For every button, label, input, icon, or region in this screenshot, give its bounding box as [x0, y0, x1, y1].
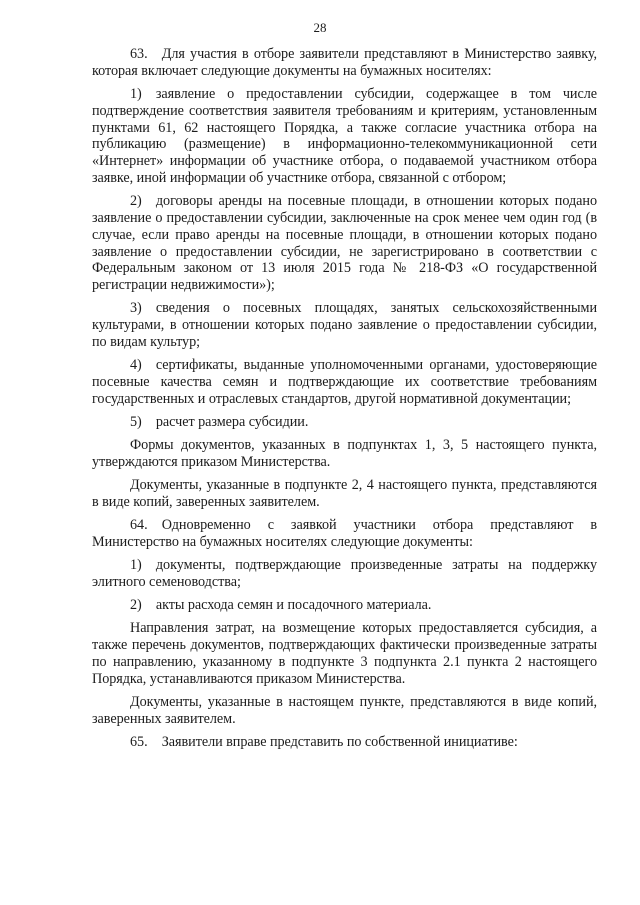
paragraph-63-item-5: 5) расчет размера субсидии.	[130, 413, 309, 430]
paragraph-copies: Документы, указанные в подпункте 2, 4 настоящего пункта, представляются в виде копий, заверенных заявителем.	[92, 477, 597, 510]
paragraph-65-intro: 65. Заявители вправе представить по собственной инициативе:	[130, 733, 518, 750]
page-number: 28	[313, 20, 327, 35]
paragraph-64-item-1: 1) документы, подтверждающие произведенные затраты на поддержку элитного семеноводства;	[92, 557, 597, 590]
paragraph-63-item-1: 1) заявление о предоставлении субсидии, содержащее в том числе подтверждение соответствия заявителя требованиям и критериям, установленным пунктами 61, 62 настоящего Порядка, а также согласие участника отбора на публикацию (размещение) в информационно-телекоммуникационной сети «Интернет» информации об участнике отбора, о подаваемой участником отбора заявке, иной информации об участнике отбора, связанной с отбором;	[92, 85, 597, 186]
paragraph-63-item-4: 4) сертификаты, выданные уполномоченными органами, удостоверяющие посевные качества семян и подтверждающие их соответствие требованиям государственных и отраслевых стандартов, другой нормативной документации;	[92, 357, 597, 407]
paragraph-64-item-2: 2) акты расхода семян и посадочного материала.	[130, 597, 432, 614]
paragraph-63-item-3: 3) сведения о посевных площадях, занятых сельскохозяйственными культурами, в отношении которых подано заявление о предоставлении субсидии, по видам культур;	[92, 300, 597, 350]
paragraph-63-item-2: 2) договоры аренды на посевные площади, в отношении которых подано заявление о предоставлении субсидии, заключенные на срок менее чем один год (в случае, если право аренды на посевные площади, в отношении которых подано заявление о предоставлении субсидии, не зарегистрировано в соответствии с Федеральным законом от 13 июля 2015 года № 218-ФЗ «О государственной регистрации недвижимости»);	[92, 193, 597, 294]
paragraph-64-copies: Документы, указанные в настоящем пункте, представляются в виде копий, заверенных заявителем.	[92, 693, 597, 727]
paragraph-63-intro: 63. Для участия в отборе заявители представляют в Министерство заявку, которая включает следующие документы на бумажных носителях:	[92, 46, 597, 79]
paragraph-directions: Направления затрат, на возмещение которых предоставляется субсидия, а также перечень документов, подтверждающих фактически произведенные затраты по направлению, указанному в подпункте 3 подпункта 2.1 пункта 2 настоящего Порядка, устанавливаются приказом Министерства.	[92, 620, 597, 687]
document-body	[92, 46, 597, 757]
paragraph-64-intro: 64. Одновременно с заявкой участники отбора представляют в Министерство на бумажных носителях следующие документы:	[92, 517, 597, 550]
paragraph-forms: Формы документов, указанных в подпунктах 1, 3, 5 настоящего пункта, утверждаются приказом Министерства.	[92, 437, 597, 470]
